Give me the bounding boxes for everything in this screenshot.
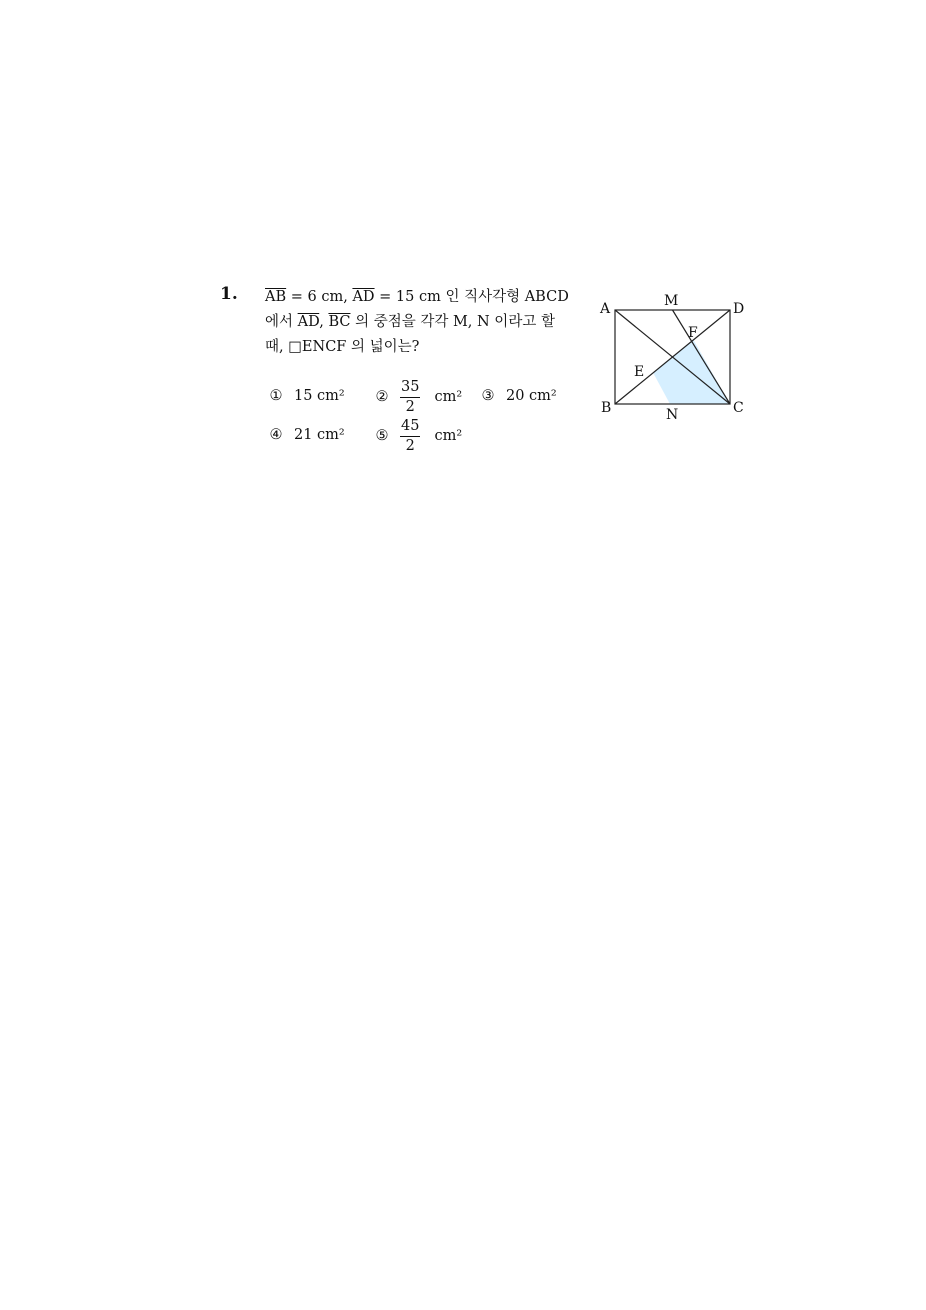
answer-choices: [268, 380, 588, 460]
choice-2-numerator: 35: [400, 380, 420, 398]
label-n: N: [666, 407, 679, 423]
rectangle-diagram: [590, 285, 760, 435]
choice-3-value: 20 cm²: [506, 388, 557, 404]
choice-2-denominator: 2: [405, 398, 415, 415]
choice-5[interactable]: [374, 419, 462, 453]
choice-3[interactable]: [480, 388, 557, 404]
rectangle-figure: [590, 285, 760, 435]
choice-2-unit: cm²: [434, 389, 463, 405]
problem-number: 1.: [220, 284, 238, 304]
choice-5-fraction: [400, 419, 420, 453]
choice-1-mark: ①: [269, 388, 283, 404]
choice-2[interactable]: [374, 380, 462, 414]
stem-line-3: 때, □ENCF 의 넓이는?: [265, 339, 420, 355]
segment-bc: $\overline{BC}$: [328, 314, 351, 330]
label-c: C: [733, 400, 744, 416]
stem-line-2-prefix: 에서: [265, 314, 298, 330]
label-b: B: [601, 400, 612, 416]
stem-line-2-comma: ,: [319, 314, 329, 330]
choice-4-value: 21 cm²: [294, 427, 345, 443]
label-f: F: [688, 325, 698, 341]
choice-4[interactable]: [268, 427, 345, 443]
problem-stem: [265, 285, 585, 360]
choice-5-mark: ⑤: [375, 428, 389, 444]
segment-ad-2: $\overline{AD}$: [297, 314, 320, 330]
choice-5-denominator: 2: [405, 437, 415, 454]
choice-5-numerator: 45: [400, 419, 420, 437]
stem-line-2: [265, 310, 585, 335]
label-d: D: [733, 301, 745, 317]
choice-3-mark: ③: [481, 388, 495, 404]
label-m: M: [664, 293, 679, 309]
segment-ab-value: = 6 cm,: [286, 289, 353, 305]
choice-1[interactable]: [268, 388, 345, 404]
segment-ad: $\overline{AD}$: [352, 289, 375, 305]
choice-1-value: 15 cm²: [294, 388, 345, 404]
segment-ad-value: = 15 cm 인 직사각형 ABCD: [374, 289, 569, 305]
stem-line-1: [265, 285, 585, 310]
stem-line-2-suffix: 의 중점을 각각 M, N 이라고 할: [350, 314, 555, 330]
choice-2-fraction: [400, 380, 420, 414]
label-e: E: [634, 364, 645, 380]
choice-2-mark: ②: [375, 389, 389, 405]
choice-4-mark: ④: [269, 427, 283, 443]
label-a: A: [600, 301, 611, 317]
segment-ab: $\overline{AB}$: [265, 289, 287, 305]
choice-5-unit: cm²: [434, 428, 463, 444]
